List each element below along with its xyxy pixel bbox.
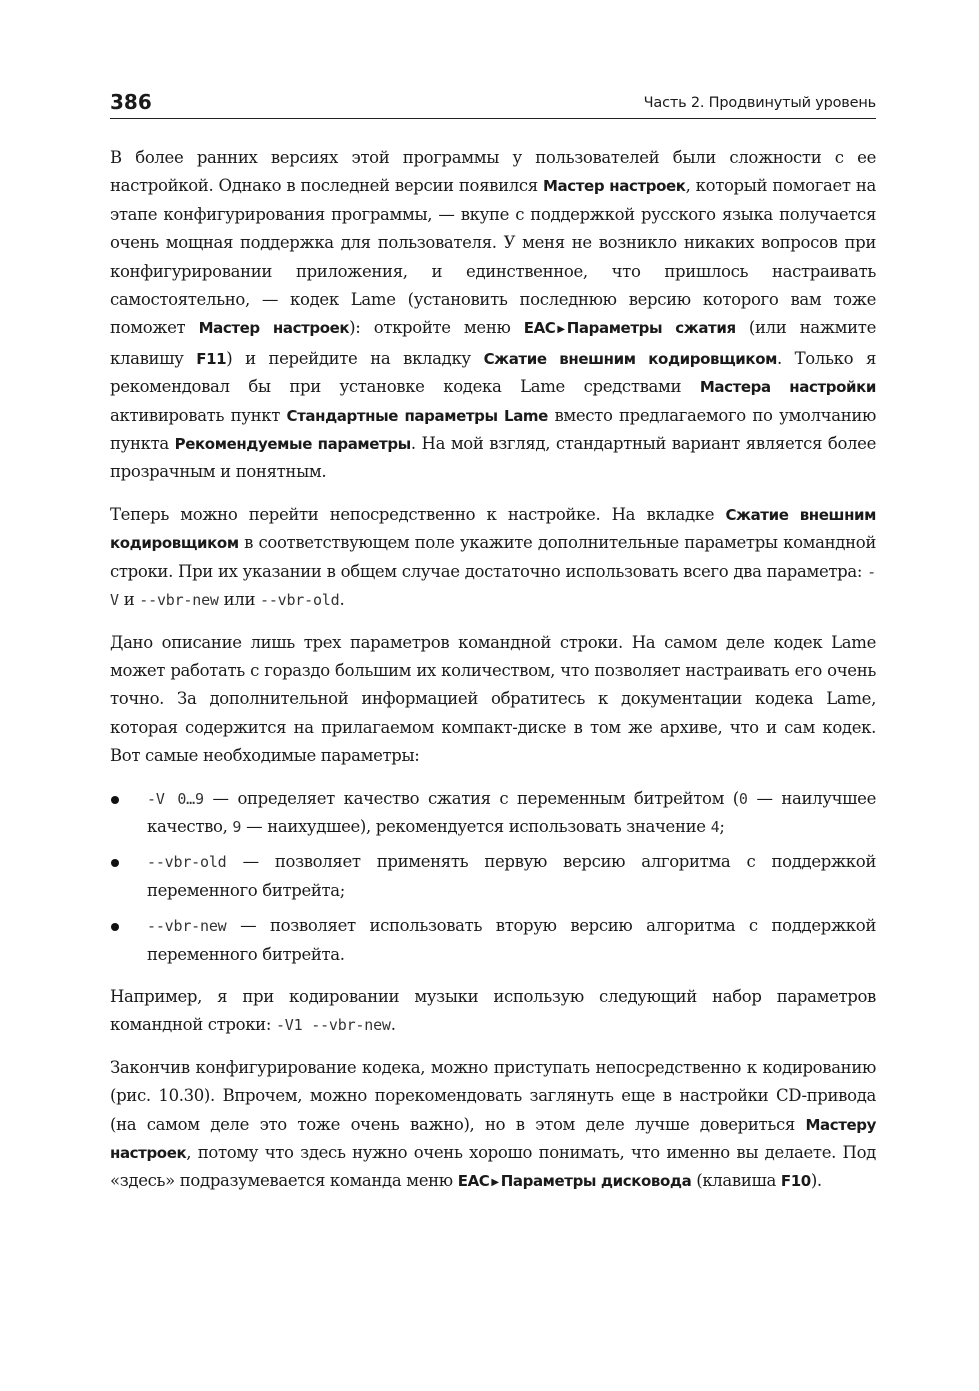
text: или [218,590,260,610]
text: , потому что здесь нужно очень хорошо понимать, что именно вы делаете. Под «здесь» подразумевается команда меню [110,1143,876,1191]
text: ). [810,1171,822,1191]
tab-external-encoder: Сжатие внешним кодировщиком [110,505,877,553]
bullet-icon [111,796,119,804]
paragraph-3: Дано описание лишь трех параметров командной строки. На самом деле кодек Lame может работать с гораздо большим их количеством, что позволяет настраивать его очень точно. За дополнительной информацией обратитесь к документации кодека Lame, которая содержится на прилагаемом компакт-диске в том же архиве, что и сам кодек. Вот самые необходимые параметры: [110,632,876,766]
code-option: --vbr-new [147,917,227,936]
list-item [110,912,876,969]
text: — наихудшее), рекомендуется использовать значение [241,816,711,836]
term-setup-wizard: Мастер настроек [543,177,686,196]
paragraph-5 [110,1054,876,1198]
text: . [390,1015,396,1035]
text: — определяет качество сжатия с переменным битрейтом ( [203,788,739,808]
list-item [110,848,876,905]
text: — позволяет использовать вторую версию алгоритма с поддержкой переменного битрейта. [147,916,876,964]
text: (или нажмите клавишу [110,318,876,368]
code-value: 9 [232,817,242,836]
parameter-list [110,785,876,969]
text: ; [719,816,725,836]
page-number: 386 [110,90,152,114]
menu-arrow-icon: ▶ [491,1177,499,1189]
paragraph-4 [110,983,876,1040]
text: вместо предлагаемого по умолчанию пункта [110,405,877,454]
code-option: -V 0…9 [147,789,204,808]
key-f10: F10 [780,1172,811,1191]
text: . [339,590,345,610]
bullet-icon [111,923,119,931]
text: (клавиша [691,1171,781,1191]
text: ) и перейдите на вкладку [226,348,484,368]
list-item [110,785,876,842]
code-option: --vbr-old [147,853,227,872]
text: В более ранних версиях этой программы у пользователей были сложности с ее настройкой. Однако в последней версии появился [110,148,876,196]
code-value: 4 [710,817,720,836]
text: — позволяет применять первую версию алгоритма с поддержкой переменного битрейта; [147,852,876,900]
menu-compression-params: Параметры сжатия [566,319,736,338]
key-f11: F11 [196,349,227,368]
menu-eac: EAC [457,1172,490,1191]
page-header [110,90,876,119]
text: ): откройте меню [349,318,524,338]
menu-eac: EAC [523,319,556,338]
bullet-icon [111,859,119,867]
running-title: Часть 2. Продвинутый уровень [643,95,876,111]
text: . Только я рекомендовал бы при установке кодека Lame средствами [110,348,877,397]
tab-external-encoder: Сжатие внешним кодировщиком [483,349,777,368]
term-setup-wizard: Мастеру настроек [110,1115,876,1162]
code-value: 0 [738,789,748,808]
text: , который помогает на этапе конфигурирования программы, — вкупе с поддержкой русского языка получается очень мощная поддержка для пользователя. У меня не возникло никаких вопросов при конфигурировании приложения, и единственное, что пришлось настраивать самостоятельно, — кодек Lame (установить последнюю версию которого вам тоже поможет [110,176,876,338]
body-text [110,144,876,1212]
text: и [118,590,140,610]
text: Теперь можно перейти непосредственно к настройке. На вкладке [110,504,726,524]
text: — наилучшее качество, [147,788,876,836]
paragraph-1 [110,144,876,487]
text: Закончив конфигурирование кодека, можно приступать непосредственно к кодированию (рис. 10.30). Впрочем, можно порекомендовать заглянуть еще в настройки CD-привода (на самом деле это тоже очень важно), но в этом деле лучше довериться [110,1057,876,1134]
code-option: -V1 --vbr-new [275,1016,391,1035]
code-option: -V [110,562,876,610]
code-option: --vbr-new [139,591,219,610]
menu-arrow-icon: ▶ [557,324,565,336]
text: активировать пункт [110,405,287,425]
text: . На мой взгляд, стандартный вариант является более прозрачным и понятным. [110,434,877,482]
option-recommended-params: Рекомендуемые параметры [174,435,411,454]
text: Например, я при кодировании музыки использую следующий набор параметров командной строки: [110,986,876,1035]
option-standard-lame-params: Стандартные параметры Lame [286,406,548,425]
text: в соответствующем поле укажите дополнительные параметры командной строки. При их указании в общем случае достаточно использовать всего два параметра: [110,533,876,581]
menu-drive-params: Параметры дисковода [500,1172,692,1191]
term-setup-wizard: Мастер настроек [198,319,350,338]
paragraph-2 [110,501,876,615]
code-option: --vbr-old [259,591,340,610]
term-setup-wizard-gen: Мастера настройки [699,378,876,397]
